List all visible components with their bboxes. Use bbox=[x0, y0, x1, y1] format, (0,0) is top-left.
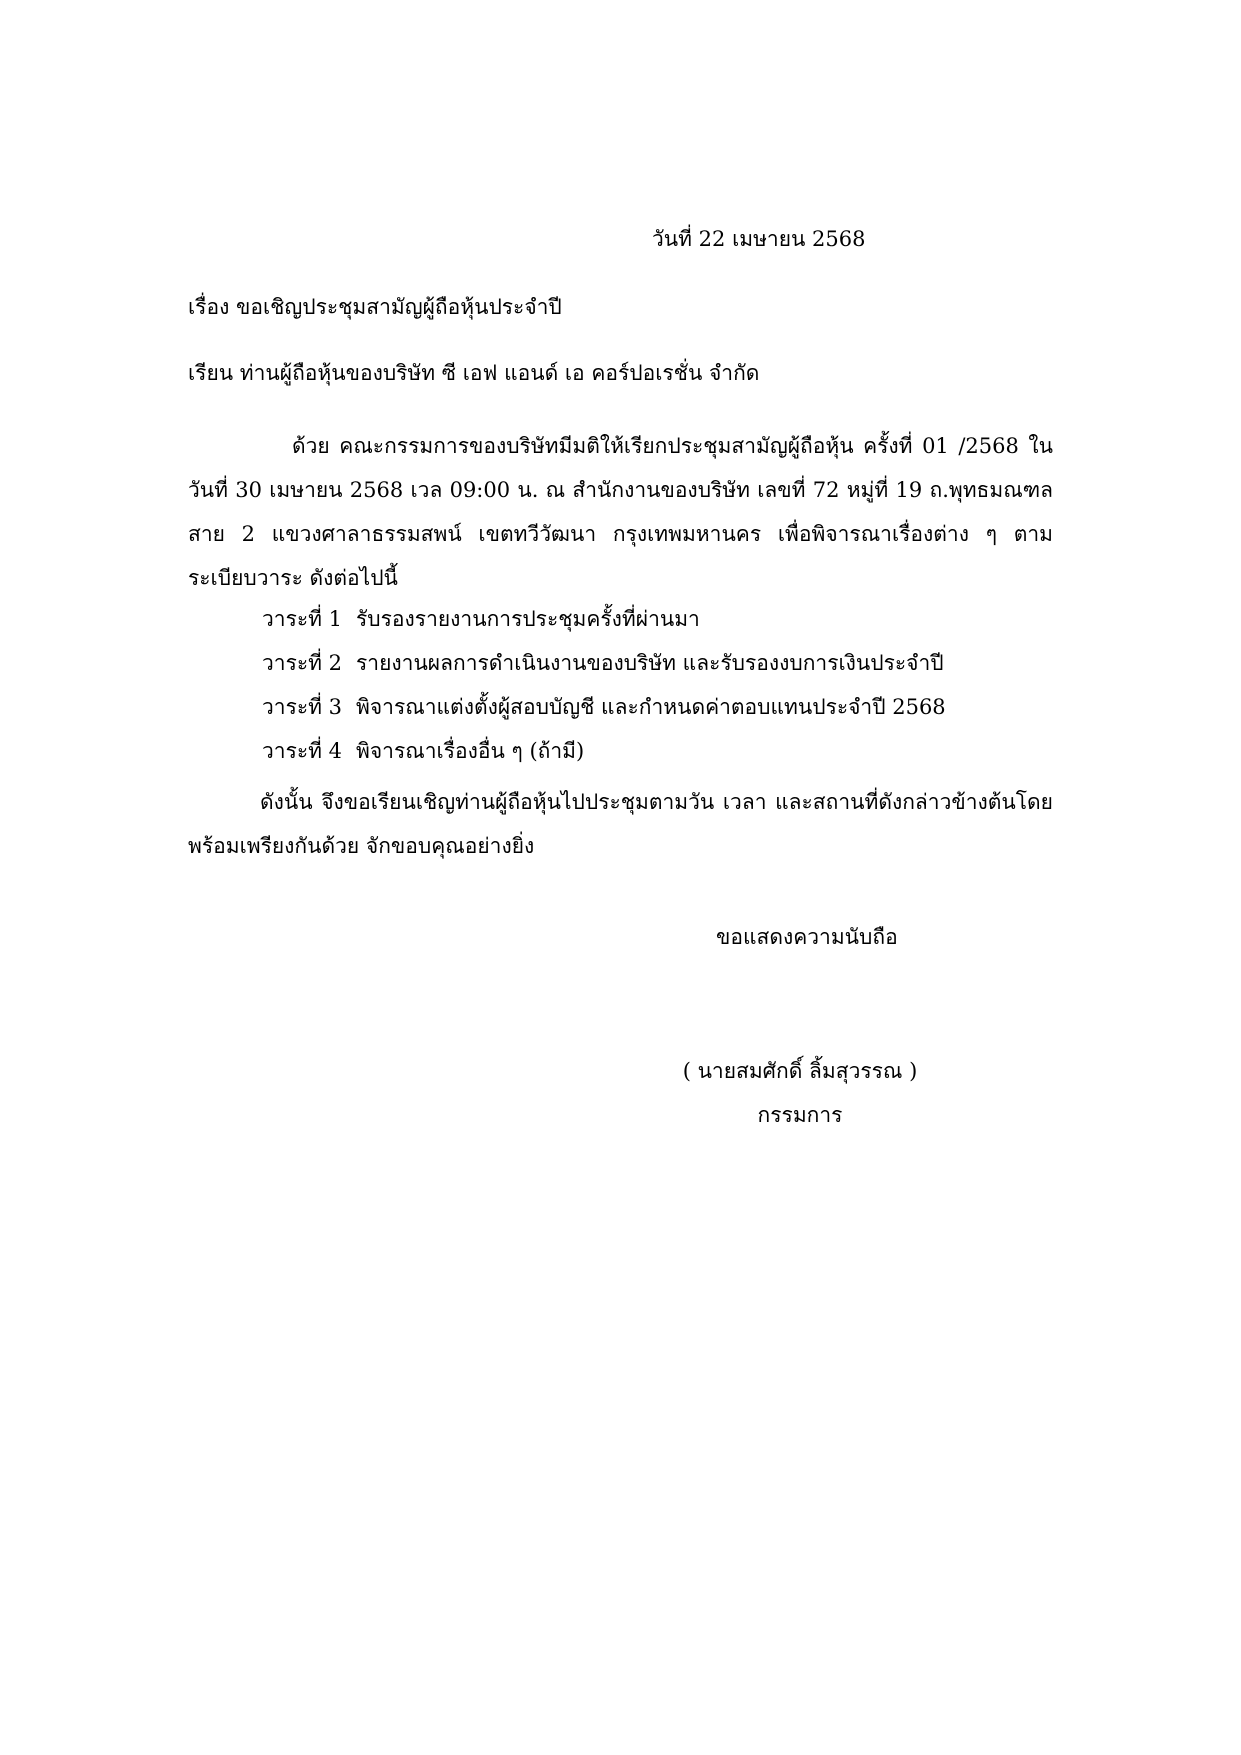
letter-subject: เรื่อง ขอเชิญประชุมสามัญผู้ถือหุ้นประจำปี bbox=[188, 295, 562, 319]
agenda-item-number: วาระที่ 4 bbox=[262, 739, 343, 763]
letter-recipient: เรียน ท่านผู้ถือหุ้นของบริษัท ซี เอฟ แอนด์ เอ คอร์ปอเรชั่น จำกัด bbox=[188, 361, 760, 385]
agenda-item-text: พิจารณาแต่งตั้งผู้สอบบัญชี และกำหนดค่าตอบแทนประจำปี 2568 bbox=[356, 695, 946, 719]
letter-date: วันที่ 22 เมษายน 2568 bbox=[652, 227, 866, 251]
agenda-item bbox=[262, 690, 946, 734]
agenda-list bbox=[262, 602, 946, 778]
intro-paragraph: ด้วย คณะกรรมการของบริษัทมีมติให้เรียกประชุมสามัญผู้ถือหุ้น ครั้งที่ 01 /2568 ใน วันที่ 30 เมษายน 2568 เวล 09:00 น. ณ สำนักงานของบริษัท เลขที่ 72 หมู่ที่ 19 ถ.พุทธมณฑลสาย 2 แขวงศาลาธรรมสพน์ เขตทวีวัฒนา กรุงเทพมหานคร เพื่อพิจารณาเรื่องต่าง ๆ ตามระเบียบวาระ ดังต่อไปนี้ bbox=[188, 434, 1053, 590]
agenda-item-number: วาระที่ 1 bbox=[262, 607, 343, 631]
agenda-item-text: รับรองรายงานการประชุมครั้งที่ผ่านมา bbox=[356, 607, 700, 631]
signature-block bbox=[640, 1054, 960, 1132]
agenda-item bbox=[262, 602, 946, 646]
signatory-name: ( นายสมศักดิ์ ลิ้มสุวรรณ ) bbox=[682, 1059, 918, 1083]
sign-off: ขอแสดงความนับถือ bbox=[716, 925, 898, 949]
closing-paragraph: ดังนั้น จึงขอเรียนเชิญท่านผู้ถือหุ้นไปประชุมตามวัน เวลา และสถานที่ดังกล่าวข้างต้นโดย พร้อมเพรียงกันด้วย จักขอบคุณอย่างยิ่ง bbox=[188, 790, 1053, 858]
agenda-item-number: วาระที่ 3 bbox=[262, 695, 343, 719]
agenda-item bbox=[262, 734, 946, 778]
agenda-item-number: วาระที่ 2 bbox=[262, 651, 343, 675]
agenda-item-text: พิจารณาเรื่องอื่น ๆ (ถ้ามี) bbox=[356, 739, 585, 763]
agenda-item bbox=[262, 646, 946, 690]
signatory-title: กรรมการ bbox=[757, 1103, 843, 1127]
agenda-item-text: รายงานผลการดำเนินงานของบริษัท และรับรองงบการเงินประจำปี bbox=[356, 651, 944, 675]
